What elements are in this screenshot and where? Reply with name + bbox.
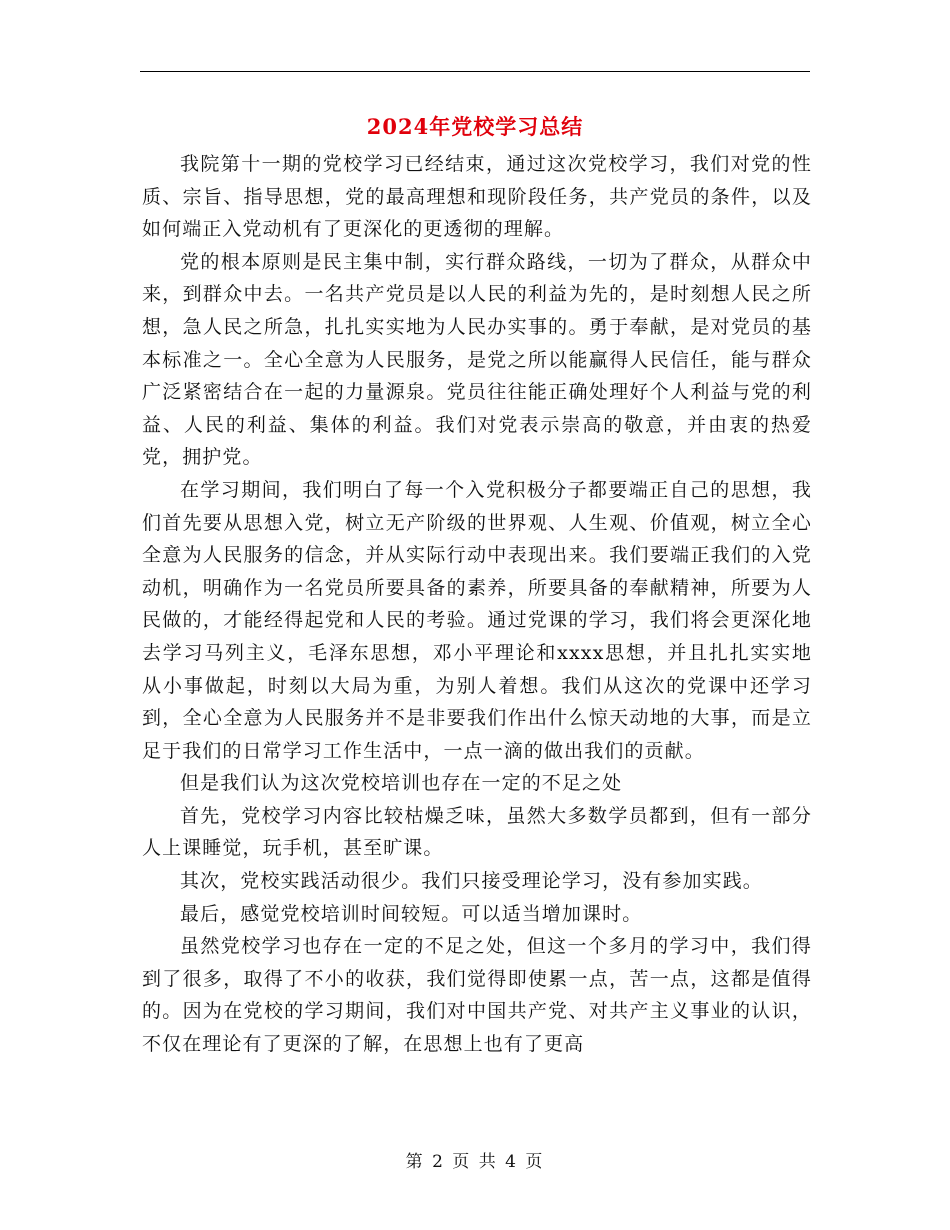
- paragraph-5: 首先，党校学习内容比较枯燥乏味，虽然大多数学员都到，但有一部分人上课睡觉，玩手机，甚至旷课。: [142, 804, 812, 860]
- header-rule: [140, 71, 810, 72]
- page-footer: 第 2 页 共 4 页: [405, 1152, 545, 1172]
- document-title: 2024年党校学习总结: [366, 114, 584, 139]
- paragraph-8: 虽然党校学习也存在一定的不足之处，但这一个多月的学习中，我们得到了很多，取得了不小的收获，我们觉得即使累一点，苦一点，这都是值得的。因为在党校的学习期间，我们对中国共产党、对共产主义事业的认识，不仅在理论有了更深的了解，在思想上也有了更高: [142, 935, 812, 1056]
- paragraph-4: 但是我们认为这次党校培训也存在一定的不足之处: [180, 772, 623, 795]
- paragraph-1: 我院第十一期的党校学习已经结束，通过这次党校学习，我们对党的性质、宗旨、指导思想，党的最高理想和现阶段任务，共产党员的条件，以及如何端正入党动机有了更深化的更透彻的理解。: [142, 153, 812, 241]
- paragraph-7: 最后，感觉党校培训时间较短。可以适当增加课时。: [180, 902, 643, 925]
- paragraph-2: 党的根本原则是民主集中制，实行群众路线，一切为了群众，从群众中来，到群众中去。一名共产党员是以人民的利益为先的，是时刻想人民之所想，急人民之所急，扎扎实实地为人民办实事的。勇于奉献，是对党员的基本标准之一。全心全意为人民服务，是党之所以能赢得人民信任，能与群众广泛紧密结合在一起的力量源泉。党员往往能正确处理好个人利益与党的利益、人民的利益、集体的利益。我们对党表示崇高的敬意，并由衷的热爱党，拥护党。: [142, 250, 812, 469]
- paragraph-6: 其次，党校实践活动很少。我们只接受理论学习，没有参加实践。: [180, 870, 763, 893]
- document-body: [142, 148, 812, 1061]
- paragraph-3: 在学习期间，我们明白了每一个入党积极分子都要端正自己的思想，我们首先要从思想入党，树立无产阶级的世界观、人生观、价值观，树立全心全意为人民服务的信念，并从实际行动中表现出来。我们要端正我们的入党动机，明确作为一名党员所要具备的素养，所要具备的奉献精神，所要为人民做的，才能经得起党和人民的考验。通过党课的学习，我们将会更深化地去学习马列主义，毛泽东思想，邓小平理论和xxxx思想，并且扎扎实实地从小事做起，时刻以大局为重，为别人着想。我们从这次的党课中还学习到，全心全意为人民服务并不是非要我们作出什么惊天动地的大事，而是立足于我们的日常学习工作生活中，一点一滴的做出我们的贡献。: [142, 478, 812, 762]
